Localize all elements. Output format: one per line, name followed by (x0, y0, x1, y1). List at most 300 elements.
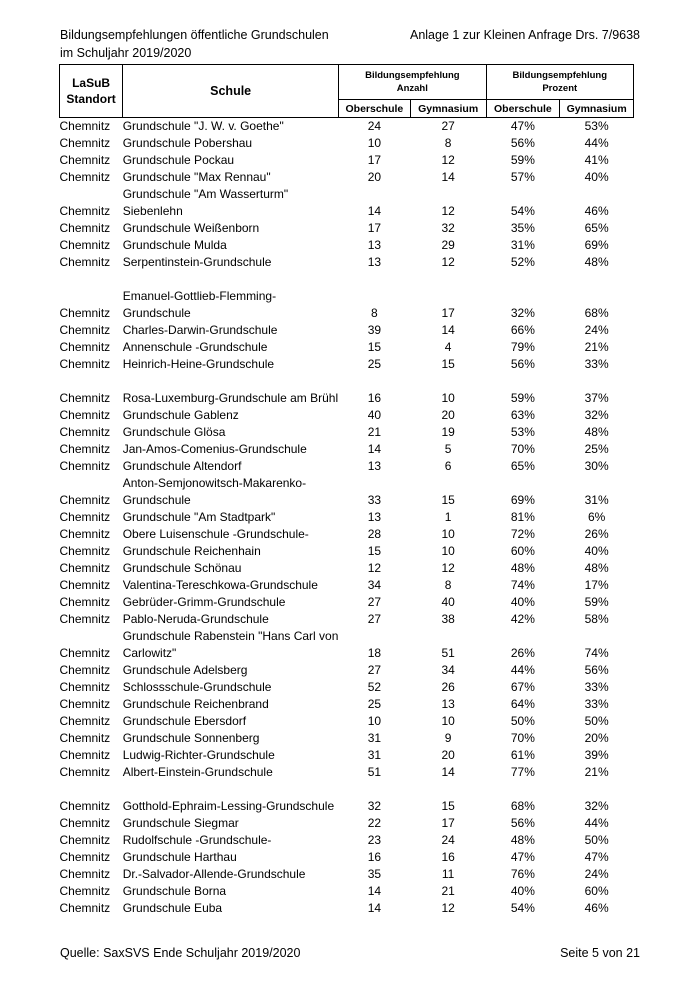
cell-standort: Chemnitz (59, 153, 111, 167)
cell-schule (123, 475, 339, 509)
cell-gymnasium-prozent: 60% (584, 884, 609, 898)
title-line-2: im Schuljahr 2019/2020 (60, 46, 192, 60)
cell-oberschule-anzahl: 39 (367, 323, 382, 337)
cell-oberschule-anzahl: 8 (371, 306, 378, 320)
cell-oberschule-prozent: 68% (510, 799, 535, 813)
table-row (60, 407, 634, 424)
recommendation-table (59, 64, 634, 917)
cell-gymnasium-prozent: 68% (584, 306, 609, 320)
cell-standort: Chemnitz (59, 714, 111, 728)
cell-oberschule-prozent: 63% (510, 408, 535, 422)
cell-gymnasium-prozent: 24% (584, 323, 609, 337)
schule-line-2: Rosa-Luxemburg-Grundschule am Brühl (122, 391, 339, 405)
cell-oberschule-prozent: 48% (510, 833, 535, 847)
table-row (60, 543, 634, 560)
cell-schule: Ludwig-Richter-Grundschule (122, 748, 275, 762)
table-row (60, 781, 634, 815)
cell-gymnasium-anzahl: 40 (441, 595, 455, 609)
cell-standort: Chemnitz (59, 493, 111, 507)
cell-standort: Chemnitz (59, 204, 111, 218)
cell-oberschule-anzahl: 51 (367, 765, 382, 779)
cell-schule: Grundschule Reichenbrand (122, 697, 269, 711)
cell-standort: Chemnitz (59, 884, 111, 898)
cell-standort: Chemnitz (59, 544, 111, 558)
cell-oberschule-anzahl: 10 (367, 714, 382, 728)
cell-gymnasium-anzahl: 29 (441, 238, 455, 252)
cell-oberschule-prozent: 26% (510, 646, 535, 660)
cell-schule: Grundschule Harthau (122, 850, 237, 864)
cell-gymnasium-prozent: 37% (584, 391, 609, 405)
cell-schule: Grundschule Gablenz (122, 408, 239, 422)
table-row (60, 713, 634, 730)
cell-standort: Chemnitz (59, 170, 111, 184)
cell-oberschule-anzahl: 52 (367, 680, 382, 694)
cell-schule: Rudolfschule -Grundschule- (122, 833, 272, 847)
cell-standort: Chemnitz (59, 306, 111, 320)
cell-schule: Grundschule Siegmar (122, 816, 239, 830)
cell-gymnasium-prozent: 30% (584, 459, 609, 473)
cell-gymnasium-anzahl: 1 (444, 510, 452, 524)
cell-standort: Chemnitz (59, 425, 111, 439)
cell-standort: Chemnitz (59, 119, 111, 133)
cell-schule (123, 628, 339, 662)
cell-schule: Grundschule "Max Rennau" (122, 170, 271, 184)
subheader-oberschule-prozent: Oberschule (486, 100, 560, 118)
cell-oberschule-prozent: 54% (510, 901, 535, 915)
cell-oberschule-anzahl: 24 (367, 119, 382, 133)
cell-standort: Chemnitz (59, 799, 111, 813)
cell-gymnasium-prozent: 33% (584, 357, 609, 371)
cell-standort: Chemnitz (59, 527, 111, 541)
table-row (60, 866, 634, 883)
cell-standort: Chemnitz (59, 578, 111, 592)
schule-line-2: Carlowitz" (122, 646, 177, 660)
cell-gymnasium-anzahl: 26 (441, 680, 455, 694)
cell-schule: Grundschule Altendorf (122, 459, 242, 473)
cell-oberschule-anzahl: 25 (367, 697, 382, 711)
title-line-1: Bildungsempfehlungen öffentliche Grundschulen (60, 28, 329, 42)
cell-schule: Grundschule "J. W. v. Goethe" (122, 119, 284, 133)
cell-gymnasium-anzahl: 38 (441, 612, 455, 626)
table-row (60, 730, 634, 747)
cell-gymnasium-anzahl: 10 (441, 714, 455, 728)
document-title (60, 26, 329, 62)
table-row (60, 815, 634, 832)
schule-line-1: Grundschule "Am Wasserturm" (122, 187, 289, 201)
cell-gymnasium-prozent: 25% (584, 442, 609, 456)
cell-oberschule-prozent: 47% (510, 850, 535, 864)
cell-standort: Chemnitz (59, 340, 111, 354)
cell-gymnasium-prozent: 17% (584, 578, 609, 592)
cell-gymnasium-prozent: 33% (584, 697, 609, 711)
table-row (60, 662, 634, 679)
table-row (60, 118, 634, 136)
cell-oberschule-anzahl: 40 (367, 408, 382, 422)
cell-standort: Chemnitz (59, 561, 111, 575)
cell-gymnasium-anzahl: 16 (441, 850, 455, 864)
subheader-gymnasium-prozent: Gymnasium (560, 100, 634, 118)
cell-gymnasium-anzahl: 14 (441, 170, 455, 184)
cell-oberschule-anzahl: 21 (367, 425, 382, 439)
table-row (60, 696, 634, 713)
cell-oberschule-anzahl: 14 (367, 442, 382, 456)
cell-gymnasium-prozent: 21% (584, 765, 609, 779)
schule-line-2: Gotthold-Ephraim-Lessing-Grundschule (122, 799, 335, 813)
schule-line-1 (123, 781, 339, 798)
cell-gymnasium-prozent: 47% (584, 850, 609, 864)
header-row-1 (60, 65, 634, 100)
cell-oberschule-prozent: 54% (510, 204, 535, 218)
cell-schule: Heinrich-Heine-Grundschule (122, 357, 275, 371)
col-header-standort: LaSuB Standort (60, 65, 123, 118)
cell-oberschule-anzahl: 13 (367, 459, 382, 473)
cell-oberschule-prozent: 77% (510, 765, 535, 779)
cell-schule (123, 373, 339, 407)
cell-standort: Chemnitz (59, 323, 111, 337)
table-row (60, 679, 634, 696)
cell-gymnasium-anzahl: 15 (441, 357, 455, 371)
cell-standort: Chemnitz (59, 901, 111, 915)
cell-standort: Chemnitz (59, 697, 111, 711)
cell-schule (123, 781, 339, 815)
cell-oberschule-prozent: 35% (510, 221, 535, 235)
cell-oberschule-prozent: 57% (510, 170, 535, 184)
cell-schule: Obere Luisenschule -Grundschule- (122, 527, 309, 541)
cell-gymnasium-anzahl: 51 (441, 646, 455, 660)
cell-oberschule-anzahl: 13 (367, 238, 382, 252)
cell-schule: Pablo-Neruda-Grundschule (122, 612, 269, 626)
cell-gymnasium-anzahl: 12 (441, 901, 455, 915)
table-row (60, 900, 634, 917)
cell-oberschule-prozent: 52% (510, 255, 535, 269)
table-row (60, 611, 634, 628)
cell-oberschule-prozent: 44% (510, 663, 535, 677)
cell-oberschule-prozent: 53% (510, 425, 535, 439)
cell-gymnasium-anzahl: 10 (441, 544, 455, 558)
cell-gymnasium-anzahl: 24 (441, 833, 455, 847)
cell-gymnasium-anzahl: 8 (444, 578, 452, 592)
cell-schule: Grundschule Ebersdorf (122, 714, 247, 728)
cell-gymnasium-anzahl: 34 (441, 663, 455, 677)
table-row (60, 322, 634, 339)
cell-schule: Grundschule Borna (122, 884, 227, 898)
table-row (60, 832, 634, 849)
cell-oberschule-prozent: 42% (510, 612, 535, 626)
cell-oberschule-prozent: 31% (510, 238, 535, 252)
cell-oberschule-anzahl: 28 (367, 527, 382, 541)
cell-gymnasium-anzahl: 17 (441, 306, 455, 320)
table-row (60, 424, 634, 441)
cell-gymnasium-prozent: 50% (584, 833, 609, 847)
cell-oberschule-anzahl: 13 (367, 255, 382, 269)
cell-gymnasium-prozent: 48% (584, 425, 609, 439)
cell-gymnasium-prozent: 44% (584, 816, 609, 830)
cell-standort: Chemnitz (59, 408, 111, 422)
cell-standort: Chemnitz (59, 765, 111, 779)
cell-oberschule-anzahl: 27 (367, 612, 382, 626)
table-row (60, 849, 634, 866)
cell-gymnasium-anzahl: 27 (441, 119, 455, 133)
cell-standort: Chemnitz (59, 646, 111, 660)
cell-schule: Grundschule Reichenhain (122, 544, 261, 558)
cell-schule: Gebrüder-Grimm-Grundschule (122, 595, 286, 609)
table-row (60, 356, 634, 373)
cell-schule: Albert-Einstein-Grundschule (122, 765, 273, 779)
table-row (60, 883, 634, 900)
cell-oberschule-prozent: 74% (510, 578, 535, 592)
cell-standort: Chemnitz (59, 221, 111, 235)
table-row (60, 526, 634, 543)
cell-oberschule-prozent: 81% (510, 510, 535, 524)
cell-schule: Grundschule Glösa (122, 425, 226, 439)
cell-oberschule-anzahl: 32 (367, 799, 382, 813)
cell-oberschule-anzahl: 14 (367, 884, 382, 898)
schule-line-2: Siebenlehn (122, 204, 183, 218)
cell-oberschule-anzahl: 22 (367, 816, 382, 830)
cell-gymnasium-prozent: 32% (584, 799, 609, 813)
cell-gymnasium-anzahl: 6 (444, 459, 452, 473)
cell-oberschule-anzahl: 34 (367, 578, 382, 592)
cell-oberschule-prozent: 32% (510, 306, 535, 320)
cell-oberschule-anzahl: 23 (367, 833, 382, 847)
cell-gymnasium-prozent: 69% (584, 238, 609, 252)
cell-gymnasium-prozent: 48% (584, 255, 609, 269)
cell-oberschule-prozent: 61% (510, 748, 535, 762)
cell-gymnasium-prozent: 21% (584, 340, 609, 354)
cell-schule: Grundschule Pockau (122, 153, 235, 167)
cell-schule: Dr.-Salvador-Allende-Grundschule (122, 867, 306, 881)
cell-oberschule-anzahl: 14 (367, 901, 382, 915)
cell-gymnasium-prozent: 48% (584, 561, 609, 575)
cell-oberschule-prozent: 79% (510, 340, 535, 354)
cell-standort: Chemnitz (59, 663, 111, 677)
table-row (60, 475, 634, 509)
cell-gymnasium-anzahl: 5 (444, 442, 452, 456)
cell-oberschule-prozent: 69% (510, 493, 535, 507)
table-row (60, 237, 634, 254)
cell-gymnasium-anzahl: 11 (441, 867, 455, 881)
cell-standort: Chemnitz (59, 612, 111, 626)
table-row (60, 339, 634, 356)
group-header-anzahl: Bildungsempfehlung Anzahl (339, 65, 486, 100)
table-row (60, 169, 634, 186)
table-row (60, 441, 634, 458)
cell-gymnasium-prozent: 24% (584, 867, 609, 881)
cell-oberschule-anzahl: 33 (367, 493, 382, 507)
table-body (60, 118, 634, 918)
cell-schule: Grundschule Weißenborn (122, 221, 260, 235)
cell-schule: Grundschule Adelsberg (122, 663, 248, 677)
cell-oberschule-anzahl: 35 (367, 867, 382, 881)
cell-gymnasium-anzahl: 12 (441, 561, 455, 575)
subheader-gymnasium-anzahl: Gymnasium (410, 100, 486, 118)
cell-schule: Grundschule Pobershau (122, 136, 253, 150)
cell-schule: Charles-Darwin-Grundschule (122, 323, 278, 337)
cell-gymnasium-prozent: 31% (584, 493, 609, 507)
cell-oberschule-anzahl: 27 (367, 595, 382, 609)
cell-gymnasium-prozent: 46% (584, 901, 609, 915)
source-note: Quelle: SaxSVS Ende Schuljahr 2019/2020 (60, 946, 301, 960)
cell-gymnasium-anzahl: 14 (441, 323, 455, 337)
cell-oberschule-prozent: 64% (510, 697, 535, 711)
cell-gymnasium-prozent: 74% (584, 646, 609, 660)
schule-line-2: Emanuel-Gottlieb-Flemming-Grundschule (122, 289, 277, 320)
table-row (60, 152, 634, 169)
cell-gymnasium-anzahl: 4 (444, 340, 452, 354)
cell-oberschule-prozent: 65% (510, 459, 535, 473)
cell-schule: Grundschule Mulda (122, 238, 227, 252)
cell-schule: Jan-Amos-Comenius-Grundschule (122, 442, 307, 456)
col-header-schule: Schule (123, 65, 339, 118)
cell-standort: Chemnitz (59, 459, 111, 473)
cell-oberschule-anzahl: 17 (367, 221, 382, 235)
cell-oberschule-prozent: 56% (510, 357, 535, 371)
cell-standort: Chemnitz (59, 850, 111, 864)
cell-gymnasium-anzahl: 12 (441, 204, 455, 218)
cell-gymnasium-prozent: 26% (584, 527, 609, 541)
cell-standort: Chemnitz (59, 357, 111, 371)
cell-oberschule-anzahl: 10 (367, 136, 382, 150)
cell-gymnasium-prozent: 40% (584, 544, 609, 558)
cell-oberschule-anzahl: 15 (367, 340, 382, 354)
cell-schule: Grundschule Sonnenberg (122, 731, 260, 745)
subheader-oberschule-anzahl: Oberschule (339, 100, 411, 118)
table-row (60, 186, 634, 220)
cell-oberschule-prozent: 47% (510, 119, 535, 133)
cell-gymnasium-prozent: 32% (584, 408, 609, 422)
cell-oberschule-anzahl: 15 (367, 544, 382, 558)
cell-gymnasium-anzahl: 14 (441, 765, 455, 779)
cell-standort: Chemnitz (59, 731, 111, 745)
cell-oberschule-prozent: 59% (510, 153, 535, 167)
cell-standort: Chemnitz (59, 595, 111, 609)
table-row (60, 254, 634, 271)
table-row (60, 135, 634, 152)
cell-standort: Chemnitz (59, 510, 111, 524)
cell-gymnasium-anzahl: 20 (441, 748, 455, 762)
table-row (60, 747, 634, 764)
cell-gymnasium-anzahl: 12 (441, 153, 455, 167)
cell-schule: Grundschule Euba (122, 901, 223, 915)
cell-oberschule-prozent: 56% (510, 816, 535, 830)
cell-schule: Annenschule -Grundschule (122, 340, 268, 354)
cell-oberschule-anzahl: 18 (367, 646, 382, 660)
table-row (60, 560, 634, 577)
cell-oberschule-anzahl: 12 (367, 561, 382, 575)
cell-oberschule-prozent: 48% (510, 561, 535, 575)
cell-standort: Chemnitz (59, 680, 111, 694)
cell-gymnasium-anzahl: 17 (441, 816, 455, 830)
cell-oberschule-prozent: 70% (510, 731, 535, 745)
cell-oberschule-anzahl: 14 (367, 204, 382, 218)
cell-standort: Chemnitz (59, 255, 111, 269)
table-row (60, 271, 634, 322)
cell-oberschule-prozent: 66% (510, 323, 535, 337)
schule-line-1: Anton-Semjonowitsch-Makarenko- (122, 476, 307, 490)
cell-oberschule-prozent: 70% (510, 442, 535, 456)
table-row (60, 220, 634, 237)
cell-gymnasium-anzahl: 21 (441, 884, 455, 898)
cell-schule: Grundschule Schönau (122, 561, 242, 575)
cell-schule: Grundschule "Am Stadtpark" (122, 510, 276, 524)
cell-gymnasium-prozent: 6% (587, 510, 606, 524)
page-number: Seite 5 von 21 (560, 946, 640, 960)
cell-gymnasium-prozent: 41% (584, 153, 609, 167)
cell-oberschule-anzahl: 31 (367, 748, 382, 762)
table-row (60, 628, 634, 662)
cell-gymnasium-prozent: 59% (584, 595, 609, 609)
cell-gymnasium-prozent: 50% (584, 714, 609, 728)
cell-gymnasium-prozent: 56% (584, 663, 609, 677)
cell-gymnasium-prozent: 65% (584, 221, 609, 235)
cell-gymnasium-anzahl: 20 (441, 408, 455, 422)
cell-gymnasium-prozent: 20% (584, 731, 609, 745)
cell-standort: Chemnitz (59, 391, 111, 405)
cell-standort: Chemnitz (59, 442, 111, 456)
document-reference: Anlage 1 zur Kleinen Anfrage Drs. 7/9638 (409, 28, 640, 42)
cell-oberschule-anzahl: 16 (367, 850, 382, 864)
cell-schule (123, 186, 339, 220)
schule-line-1 (123, 271, 339, 288)
cell-standort: Chemnitz (59, 833, 111, 847)
cell-gymnasium-anzahl: 10 (441, 527, 455, 541)
cell-schule (123, 271, 339, 322)
cell-schule: Schlossschule-Grundschule (122, 680, 272, 694)
cell-gymnasium-anzahl: 15 (441, 799, 455, 813)
table-row (60, 577, 634, 594)
table-row (60, 458, 634, 475)
cell-oberschule-anzahl: 16 (367, 391, 382, 405)
cell-gymnasium-anzahl: 32 (441, 221, 455, 235)
cell-gymnasium-prozent: 39% (584, 748, 609, 762)
cell-gymnasium-anzahl: 8 (444, 136, 452, 150)
schule-line-1 (123, 373, 339, 390)
table-row (60, 509, 634, 526)
cell-gymnasium-anzahl: 9 (444, 731, 452, 745)
cell-gymnasium-anzahl: 15 (441, 493, 455, 507)
schule-line-2: Grundschule (122, 493, 191, 507)
table-row (60, 594, 634, 611)
cell-gymnasium-prozent: 40% (584, 170, 609, 184)
cell-oberschule-prozent: 60% (510, 544, 535, 558)
cell-oberschule-prozent: 76% (510, 867, 535, 881)
cell-gymnasium-prozent: 46% (584, 204, 609, 218)
cell-gymnasium-anzahl: 12 (441, 255, 455, 269)
cell-oberschule-prozent: 40% (510, 595, 535, 609)
table-row (60, 764, 634, 781)
cell-schule: Valentina-Tereschkowa-Grundschule (122, 578, 318, 592)
cell-standort: Chemnitz (59, 238, 111, 252)
cell-gymnasium-prozent: 53% (584, 119, 609, 133)
cell-standort: Chemnitz (59, 748, 111, 762)
cell-oberschule-anzahl: 13 (367, 510, 382, 524)
cell-standort: Chemnitz (59, 816, 111, 830)
cell-gymnasium-anzahl: 19 (441, 425, 455, 439)
cell-oberschule-prozent: 59% (510, 391, 535, 405)
cell-oberschule-prozent: 56% (510, 136, 535, 150)
cell-oberschule-anzahl: 20 (367, 170, 382, 184)
cell-oberschule-prozent: 50% (510, 714, 535, 728)
schule-line-1: Grundschule Rabenstein "Hans Carl von (122, 629, 339, 643)
cell-gymnasium-anzahl: 10 (441, 391, 455, 405)
cell-standort: Chemnitz (59, 867, 111, 881)
cell-oberschule-prozent: 67% (510, 680, 535, 694)
cell-oberschule-anzahl: 25 (367, 357, 382, 371)
cell-oberschule-anzahl: 17 (367, 153, 382, 167)
cell-gymnasium-prozent: 58% (584, 612, 609, 626)
group-header-prozent: Bildungsempfehlung Prozent (486, 65, 633, 100)
cell-gymnasium-prozent: 44% (584, 136, 609, 150)
